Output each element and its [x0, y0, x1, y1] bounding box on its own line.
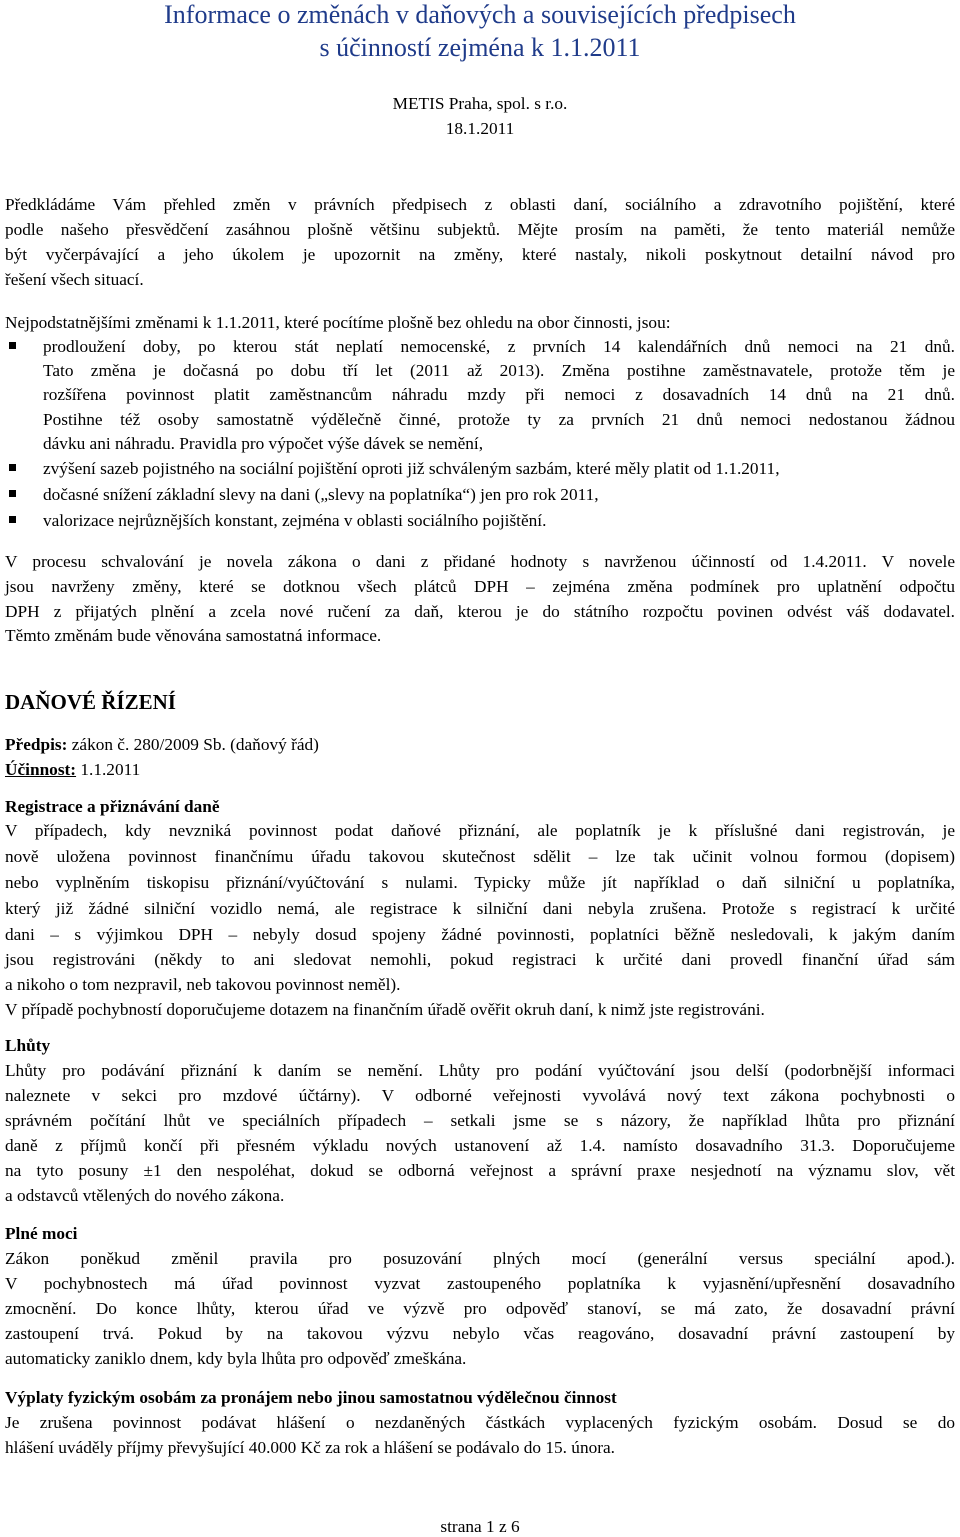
registrace-line-7: a nikoho o tom nezpravil, neb takovou povinnost neměl). — [5, 975, 401, 994]
lhuty-line-5: na tyto posuny ±1 den nespoléhat, dokud se odborná veřejnost a správní praxe nesjednotí na významu slov, vět — [5, 1161, 955, 1180]
bullet-icon — [9, 490, 16, 497]
plne-moci-line-3: zmocnění. Do konce lhůty, kterou úřad ve výzvě pro odpověď stanoví, se má zato, že dosavadní právní — [5, 1299, 955, 1318]
change-item-1-line-2: Tato změna je dočasná po dobu tří let (2011 až 2013). Změna postihne zaměstnavatele, protože těm je — [43, 361, 955, 380]
bullet-icon — [9, 516, 16, 523]
vat-line-4: Těmto změnám bude věnována samostatná informace. — [5, 626, 382, 645]
intro-line-1: Předkládáme Vám přehled změn v právních předpisech z oblasti daní, sociálního a zdravotního pojištění, které — [5, 195, 955, 214]
plne-moci-heading: Plné moci — [5, 1224, 78, 1243]
vyplaty-heading: Výplaty fyzickým osobám za pronájem nebo jinou samostatnou výdělečnou činnost — [5, 1388, 617, 1407]
registrace-heading: Registrace a přiznávání daně — [5, 797, 220, 816]
intro-line-4: řešení všech situací. — [5, 270, 144, 289]
vat-line-3: DPH z přijatých plnění a zcela nové ručení za daň, kterou je do státního rozpočtu povinen odvést váš dodavatel. — [5, 602, 955, 621]
page-number: strana 1 z 6 — [440, 1517, 520, 1536]
ucinnost-label: Účinnost: — [5, 760, 77, 779]
lhuty-heading: Lhůty — [5, 1036, 51, 1055]
registrace-line-3: nebo vyplněním tiskopisu přiznání/vyúčtování s nulami. Typicky může jít například o daň silniční u poplatníka, — [5, 873, 955, 892]
section-heading: DAŇOVÉ ŘÍZENÍ — [5, 690, 176, 714]
change-item-1-line-3: rozšířena povinnost platit zaměstnancům náhradu mzdy při nemoci z dosavadních 14 dnů na 21 dnů. — [43, 385, 955, 404]
change-item-1-line-5: dávku ani náhradu. Pravidla pro výpočet výše dávek se nemění, — [43, 434, 484, 453]
registrace-line-2: nově uložena povinnost finančnímu úřadu takovou skutečnost sdělit – lze tak učinit volnou formou (dopisem) — [5, 847, 955, 866]
change-item-4: valorizace nejrůznějších konstant, zejména v oblasti sociálního pojištění. — [43, 511, 547, 530]
plne-moci-line-4: zastoupení trvá. Pokud by na takovou výzvu nebylo včas reagováno, dosavadní právní zastoupení by — [5, 1324, 955, 1343]
lhuty-line-4: daně z příjmů končí při přesném výkladu nových ustanovení až 1.4. namísto dosavadního 31.3. Doporučujeme — [5, 1136, 955, 1155]
bullet-icon — [9, 342, 16, 349]
plne-moci-line-1: Zákon poněkud změnil pravila pro posuzování plných mocí (generální versus speciální apod.). — [5, 1249, 955, 1268]
ucinnost-line — [5, 758, 955, 782]
vyplaty-line-2: hlášení uváděly příjmy převyšující 40.000 Kč za rok a hlášení se podávalo do 15. února. — [5, 1438, 615, 1457]
registrace-line-5: dani – s výjimkou DPH – nebyly dosud spojeny žádné povinnosti, poplatníci běžně nesledovali, k jakým daním — [5, 925, 955, 944]
plne-moci-line-5: automaticky zaniklo dnem, kdy byla lhůta pro odpověď zmeškána. — [5, 1349, 467, 1368]
lhuty-line-2: naleznete v sekci pro mzdové účtárny). V odborné veřejnosti vyvolává nový text zákona pochybnosti o — [5, 1086, 955, 1105]
lhuty-line-1: Lhůty pro podávání přiznání k daním se nemění. Lhůty pro podání vyúčtování jsou delší (podorbnější informaci — [5, 1061, 955, 1080]
registrace-line-6: jsou registrováni (někdy to ani sledovat nemohli, pokud registraci k určité dani provedl finanční úřad sám — [5, 950, 955, 969]
lhuty-line-3: správném počítání lhůt ve speciálních případech – setkali jsme se s názory, že například lhůta pro přiznání — [5, 1111, 955, 1130]
change-item-2: zvýšení sazeb pojistného na sociální pojištění oproti již schváleným sazbám, které měly platit od 1.1.2011, — [43, 459, 780, 478]
lhuty-line-6: a odstavců vtělených do nového zákona. — [5, 1186, 285, 1205]
registrace-line-1: V případech, kdy nevzniká povinnost podat daňové přiznání, ale poplatník je k příslušné dani registrován, je — [5, 821, 955, 840]
document-title-line1: Informace o změnách v daňových a souvisejících předpisech — [164, 0, 796, 29]
main-changes-lead: Nejpodstatnějšími změnami k 1.1.2011, které pocítíme plošně bez ohledu na obor činnosti, jsou: — [5, 313, 671, 332]
vat-line-2: jsou navrženy změny, které se dotknou všech plátců DPH – zejména změna podmínek pro uplatnění odpočtu — [5, 577, 955, 596]
document-date: 18.1.2011 — [445, 119, 515, 138]
registrace-line-4: který již žádné silniční vozidlo nemá, ale registrace k silniční dani nebyla zrušena. Protože s registrací k určité — [5, 899, 955, 918]
change-item-1-line-1: prodloužení doby, po kterou stát neplatí nemocenské, z prvních 14 kalendářních dnů nemoci na 21 dnů. — [43, 337, 955, 356]
change-item-3: dočasné snížení základní slevy na dani („slevy na poplatníka“) jen pro rok 2011, — [43, 485, 599, 504]
intro-line-2: podle našeho přesvědčení zasáhnou plošně většinu subjektů. Mějte prosím na paměti, že tento materiál nemůže — [5, 220, 955, 239]
change-item-1-line-4: Postihne též osoby samostatně výdělečně činné, protože ty za prvních 21 dnů nemoci nedostanou žádnou — [43, 410, 955, 429]
intro-line-3: být vyčerpávající a jeho úkolem je upozornit na změny, které nastaly, nikoli poskytnout detailní návod pro — [5, 245, 955, 264]
vyplaty-line-1: Je zrušena povinnost podávat hlášení o nezdaněných částkách vyplacených fyzickým osobám. Dosud se do — [5, 1413, 955, 1432]
registrace-line-8: V případě pochybností doporučujeme dotazem na finančním úřadě ověřit okruh daní, k nimž jste registrováni. — [5, 1000, 765, 1019]
predpis-label: Předpis: — [5, 735, 68, 754]
vat-line-1: V procesu schvalování je novela zákona o dani z přidané hodnoty s navrženou účinností od 1.4.2011. V novele — [5, 552, 955, 571]
plne-moci-line-2: V pochybnostech má úřad povinnost vyzvat zastoupeného poplatníka k vyjasnění/upřesnění dosavadního — [5, 1274, 955, 1293]
bullet-icon — [9, 464, 16, 471]
ucinnost-value: 1.1.2011 — [76, 760, 141, 779]
company-name: METIS Praha, spol. s r.o. — [392, 94, 568, 113]
predpis-value: zákon č. 280/2009 Sb. (daňový řád) — [67, 735, 319, 754]
predpis-line — [5, 733, 955, 757]
document-title-line2: s účinností zejména k 1.1.2011 — [319, 33, 641, 62]
